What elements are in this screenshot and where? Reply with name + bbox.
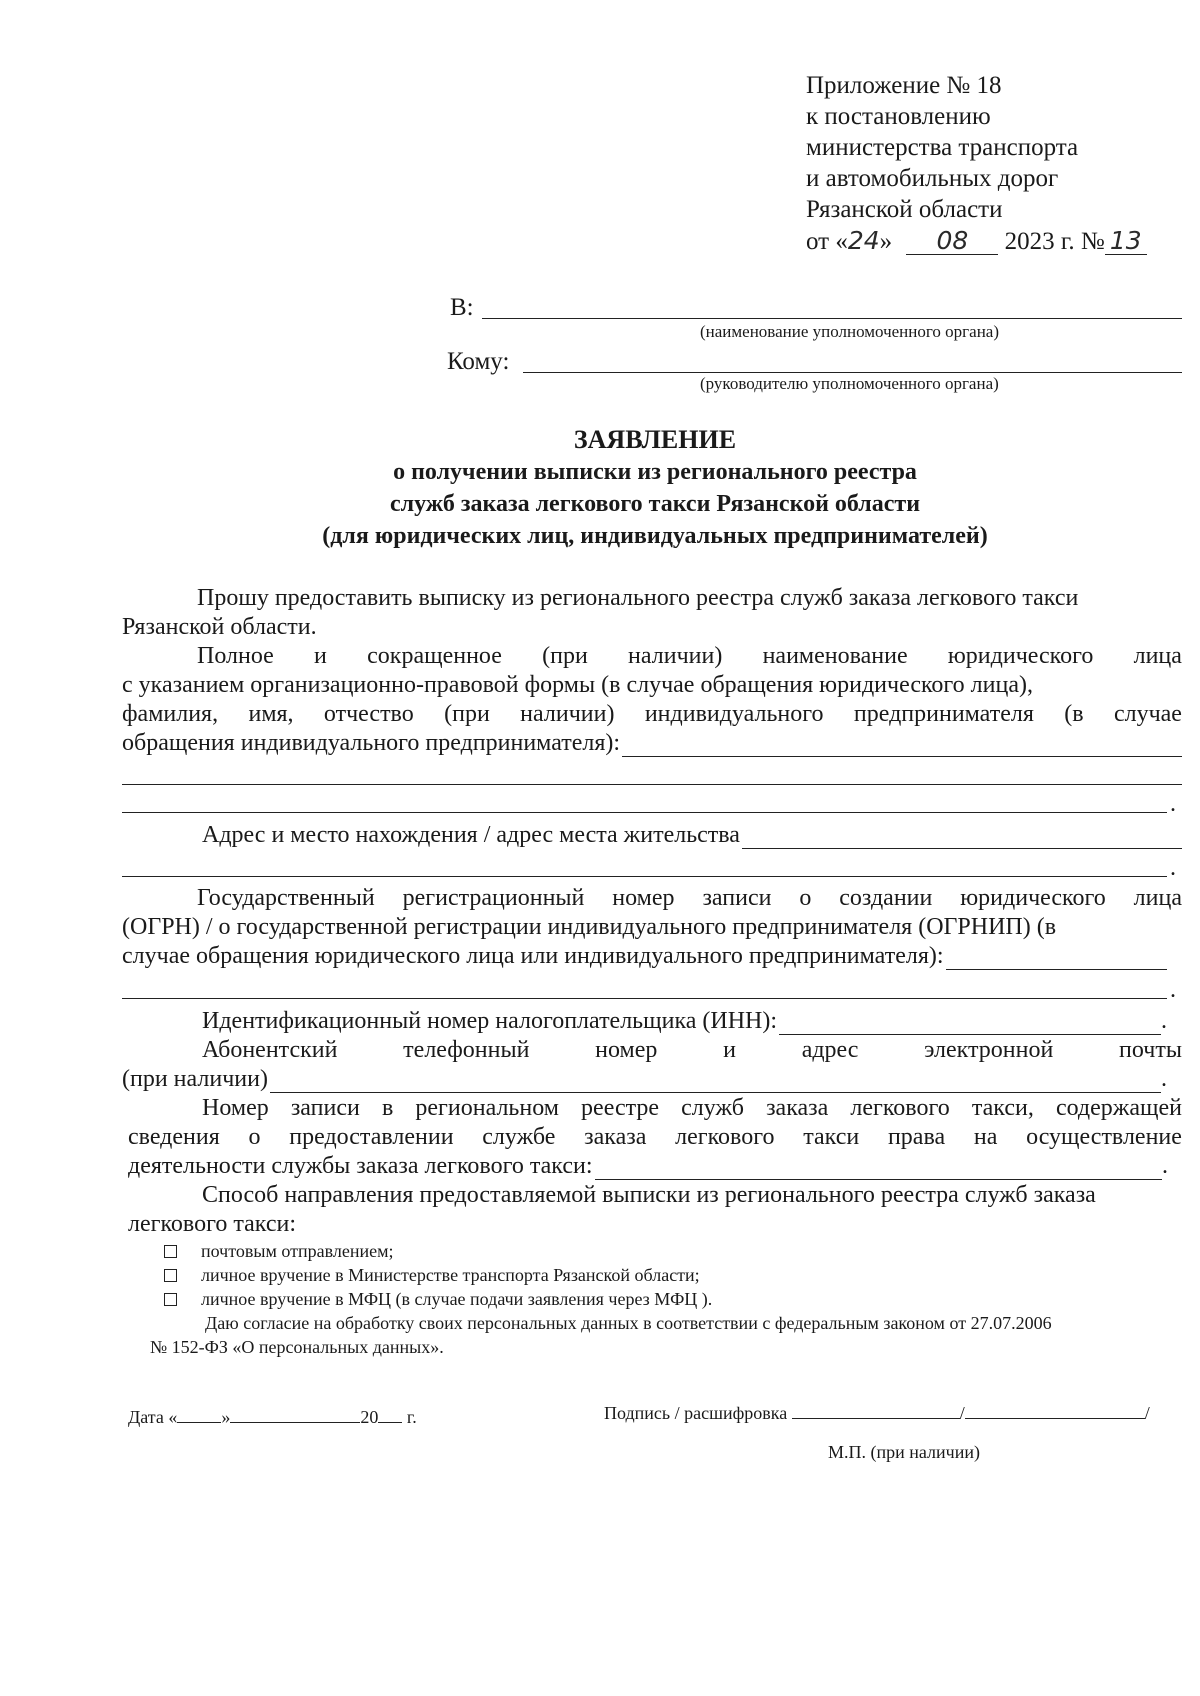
date-month-line[interactable] (230, 1404, 360, 1423)
date-year-line[interactable] (378, 1404, 402, 1423)
signature-decode-line[interactable] (965, 1400, 1145, 1419)
checkbox-post[interactable] (164, 1245, 177, 1258)
handwritten-day: 24 (847, 226, 880, 255)
option-mfc[interactable]: личное вручение в МФЦ (в случае подачи заявления через МФЦ ). (164, 1289, 712, 1310)
ogrn-period: . (1170, 977, 1176, 1003)
address-field-line-2[interactable] (122, 876, 1167, 877)
whom-caption: (руководителю уполномоченного органа) (700, 374, 999, 393)
record-line-1: Номер записи в региональном реестре служб заказа легкового такси, содержащей (202, 1095, 1182, 1121)
name-line-3: фамилия, имя, отчество (при наличии) индивидуального предпринимателя (в случае (122, 701, 1182, 727)
signature-field: Подпись / расшифровка / / (604, 1400, 1150, 1424)
option-post[interactable]: почтовым отправлением; (164, 1241, 393, 1262)
ogrn-line-2: (ОГРН) / о государственной регистрации индивидуального предпринимателя (ОГРНИП) (в (122, 914, 1057, 940)
whom-label: Кому: (447, 348, 510, 375)
checkbox-ministry[interactable] (164, 1269, 177, 1282)
whom-field-line[interactable] (523, 372, 1182, 373)
inn-field-line[interactable] (779, 1014, 1161, 1035)
name-field-line[interactable] (622, 736, 1182, 757)
title-line-3: служб заказа легкового такси Рязанской области (389, 491, 921, 517)
name-line-1: Полное и сокращенное (при наличии) наименование юридического лица (197, 643, 1182, 669)
to-field-line[interactable] (482, 318, 1182, 319)
name-line-2: с указанием организационно-правовой формы (в случае обращения юридического лица), (122, 672, 1033, 698)
request-line-2: Рязанской области. (122, 614, 317, 640)
phone-line-1: Абонентский телефонный номер и адрес электронной почты (202, 1037, 1182, 1063)
record-field-line[interactable] (595, 1159, 1162, 1180)
attachment-line-5: Рязанской области (806, 196, 1003, 223)
name-period: . (1170, 791, 1176, 817)
date-field: Дата « » 20 г. (128, 1404, 417, 1428)
address-period: . (1170, 855, 1176, 881)
ogrn-field-line[interactable] (946, 949, 1167, 970)
handwritten-doc-number: 13 (1105, 228, 1147, 255)
signature-line[interactable] (792, 1400, 960, 1419)
stamp-caption: М.П. (при наличии) (828, 1442, 980, 1462)
attachment-line-1: Приложение № 18 (806, 72, 1002, 99)
title-line-2: о получении выписки из регионального реестра (393, 459, 917, 485)
name-field-line-2[interactable] (122, 784, 1182, 785)
phone-line-2: (при наличии) . (122, 1066, 1167, 1092)
to-caption: (наименование уполномоченного органа) (700, 322, 1000, 341)
ogrn-field-line-2[interactable] (122, 998, 1167, 999)
attachment-line-3: министерства транспорта (806, 134, 1079, 161)
ogrn-line-1: Государственный регистрационный номер записи о создании юридического лица (197, 885, 1182, 911)
attachment-line-4: и автомобильных дорог (806, 165, 1059, 192)
inn-line: Идентификационный номер налогоплательщика (ИНН): . (202, 1008, 1167, 1034)
option-ministry[interactable]: личное вручение в Министерстве транспорта Рязанской области; (164, 1265, 700, 1286)
address-line: Адрес и место нахождения / адрес места жительства (202, 822, 1182, 849)
method-line-1: Способ направления предоставляемой выписки из регионального реестра служб заказа (202, 1182, 1096, 1208)
name-line-4: обращения индивидуального предпринимателя): (122, 730, 1182, 757)
ogrn-line-3: случае обращения юридического лица или индивидуального предпринимателя): (122, 943, 1167, 970)
to-label: В: (450, 294, 474, 321)
phone-field-line[interactable] (270, 1072, 1161, 1093)
consent-line-2: № 152-ФЗ «О персональных данных». (150, 1337, 444, 1357)
attachment-block (806, 70, 1147, 257)
record-line-3: деятельности службы заказа легкового такси: . (128, 1153, 1168, 1179)
attachment-date-line: от «24» 08 2023 г. № 13 (806, 225, 1147, 257)
date-day-line[interactable] (177, 1404, 221, 1423)
address-field-line[interactable] (742, 828, 1182, 849)
attachment-line-2: к постановлению (806, 103, 991, 130)
request-line-1: Прошу предоставить выписку из регионального реестра служб заказа легкового такси (197, 585, 1079, 611)
title-line-4: (для юридических лиц, индивидуальных предпринимателей) (322, 523, 988, 549)
name-field-line-3[interactable] (122, 812, 1167, 813)
consent-line-1: Даю согласие на обработку своих персональных данных в соответствии с федеральным законом от 27.07.2006 (205, 1313, 1052, 1333)
document-title: ЗАЯВЛЕНИЕ (573, 425, 737, 454)
checkbox-mfc[interactable] (164, 1293, 177, 1306)
method-line-2: легкового такси: (128, 1211, 296, 1237)
handwritten-month: 08 (906, 228, 998, 255)
record-line-2: сведения о предоставлении службе заказа легкового такси права на осуществление (128, 1124, 1182, 1150)
